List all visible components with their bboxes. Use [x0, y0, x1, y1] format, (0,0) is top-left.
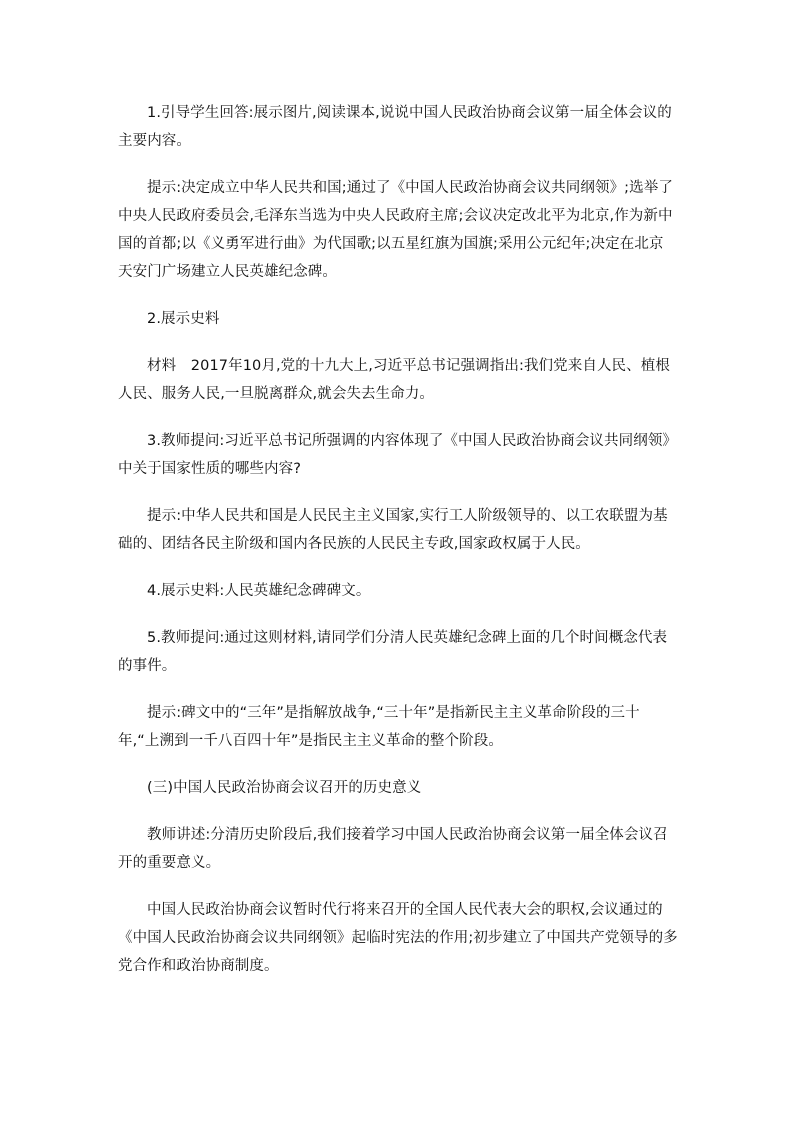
section-heading-3: (三)中国人民政治协商会议召开的历史意义 [147, 780, 422, 796]
paragraph-hint-2: 提示:中华人民共和国是人民民主主义国家,实行工人阶级领导的、以工农联盟为基础的、团结各民主阶级和国内各民族的人民民主专政,国家政权属于人民。 [118, 508, 668, 552]
paragraph-significance: 中国人民政治协商会议暂时代行将来召开的全国人民代表大会的职权,会议通过的《中国人民政治协商会议共同纲领》起临时宪法的作用;初步建立了中国共产党领导的多党合作和政治协商制度。 [118, 902, 678, 974]
paragraph-teacher-question-3: 3.教师提问:习近平总书记所强调的内容体现了《中国人民政治协商会议共同纲领》中关于国家性质的哪些内容? [118, 433, 678, 477]
document-body [118, 99, 678, 999]
paragraph-guide-question-1: 1.引导学生回答:展示图片,阅读课本,说说中国人民政治协商会议第一届全体会议的主要内容。 [118, 105, 672, 149]
paragraph-teacher-narration: 教师讲述:分清历史阶段后,我们接着学习中国人民政治协商会议第一届全体会议召开的重要意义。 [118, 827, 668, 871]
paragraph-material-text: 材料 2017年10月,党的十九大上,习近平总书记强调指出:我们党来自人民、植根人民、服务人民,一旦脱离群众,就会失去生命力。 [118, 358, 670, 402]
paragraph-show-material-2: 2.展示史料 [147, 311, 220, 327]
paragraph-hint-3: 提示:碑文中的“三年”是指解放战争,“三十年”是指新民主主义革命阶段的三十年,“上溯到一千八百四十年”是指民主主义革命的整个阶段。 [118, 705, 640, 749]
paragraph-show-material-4: 4.展示史料:人民英雄纪念碑碑文。 [147, 583, 371, 599]
paragraph-hint-1: 提示:决定成立中华人民共和国;通过了《中国人民政治协商会议共同纲领》;选举了中央人民政府委员会,毛泽东当选为中央人民政府主席;会议决定改北平为北京,作为新中国的首都;以《义勇军进行曲》为代国歌;以五星红旗为国旗;采用公元纪年;决定在北京天安门广场建立人民英雄纪念碑。 [118, 180, 673, 280]
paragraph-teacher-question-5: 5.教师提问:通过这则材料,请同学们分清人民英雄纪念碑上面的几个时间概念代表的事件。 [118, 630, 668, 674]
